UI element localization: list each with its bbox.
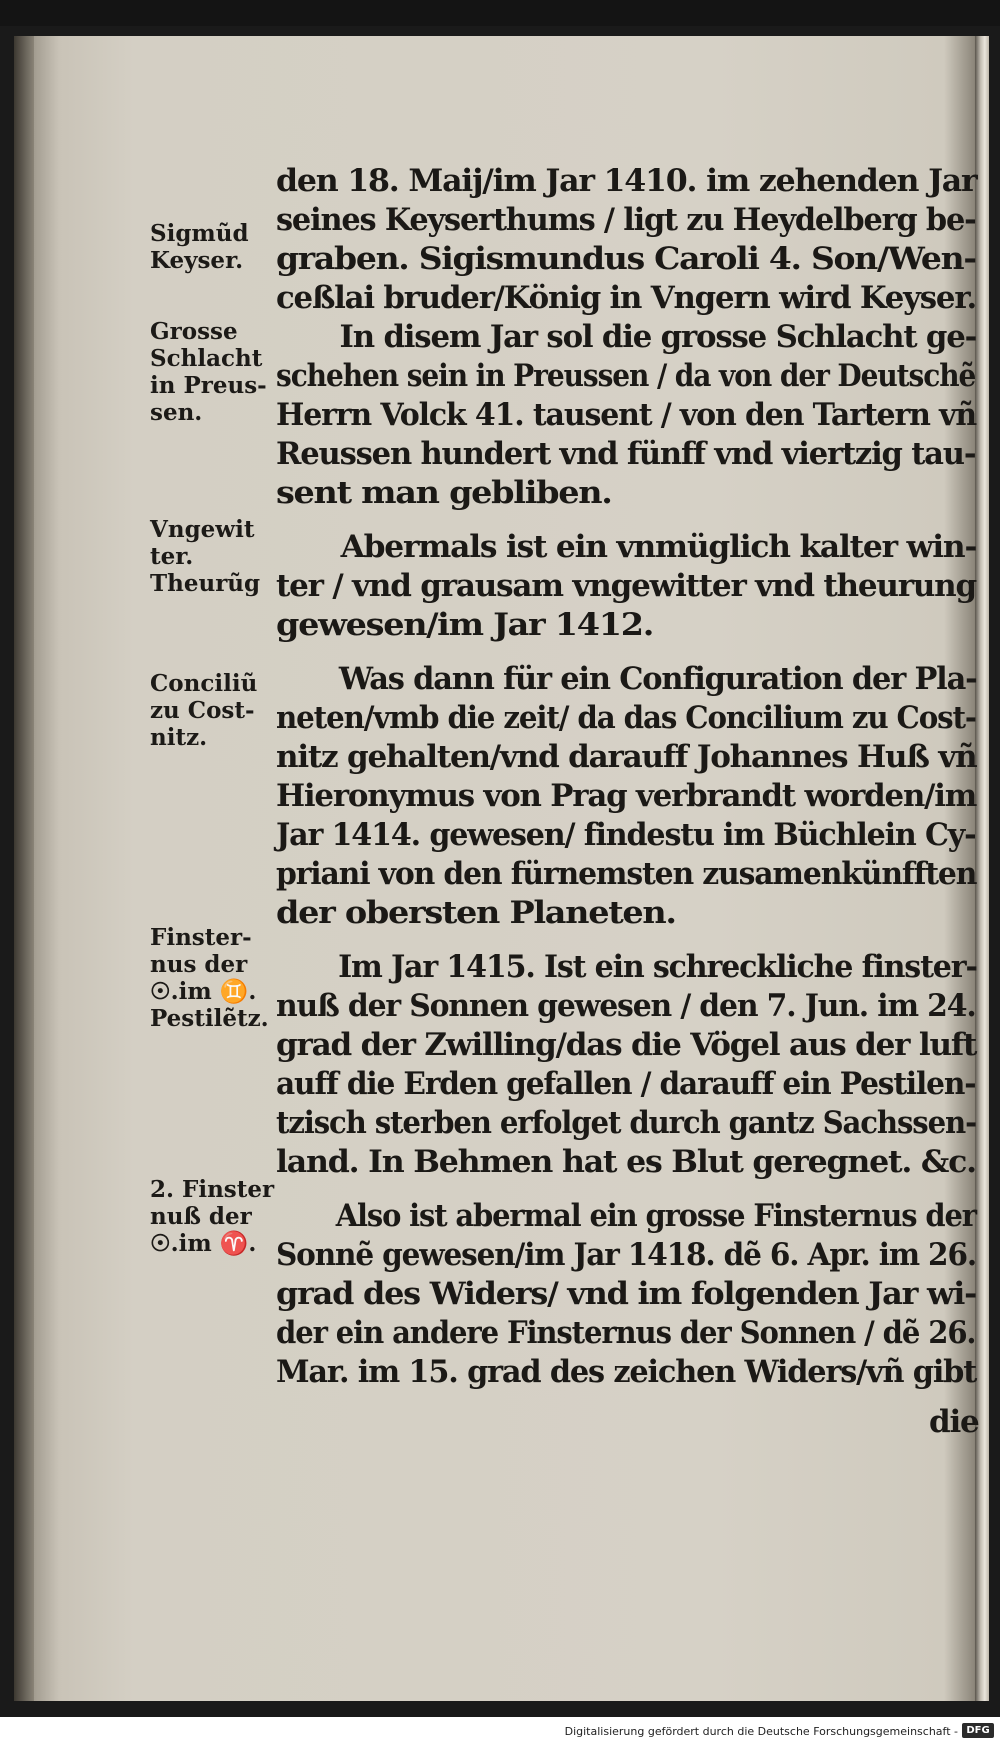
text-line: priani von den fürnemsten zusamenkünfften: [276, 856, 977, 892]
margin-note-finsternus-1: Finster- nus der ☉.im ♊. Pestilẽtz.: [150, 924, 269, 1032]
text-line: seines Keyserthums / ligt zu Heydelberg be-: [276, 202, 976, 238]
book-page: [14, 36, 989, 1701]
margin-note-ungewitter: Vngewit ter. Theurũg: [150, 516, 261, 597]
margin-note-concilium: Conciliũ zu Cost- nitz.: [150, 670, 258, 751]
text-line: neten/vmb die zeit/ da das Concilium zu Cost-: [276, 700, 976, 736]
dfg-logo: DFG: [962, 1723, 994, 1738]
margin-note-finsternus-2: 2. Finster nuß der ☉.im ♈.: [150, 1176, 275, 1257]
text-line: Im Jar 1415. Ist ein schreckliche finster-: [338, 949, 977, 985]
text-line: schehen sein in Preussen / da von der Deutschẽ: [276, 358, 976, 394]
text-line: gewesen/im Jar 1412.: [276, 607, 654, 643]
text-line: Herrn Volck 41. tausent / von den Tartern vñ: [276, 397, 977, 433]
margin-note-sigmund: Sigmũd Keyser.: [150, 220, 249, 274]
scan-area: [0, 26, 1000, 1717]
text-line: nitz gehalten/vnd darauff Johannes Huß vñ: [276, 739, 977, 775]
text-line: In disem Jar sol die grosse Schlacht ge-: [339, 319, 977, 355]
catchword: die: [929, 1404, 979, 1440]
top-border: [0, 0, 1000, 26]
text-line: Jar 1414. gewesen/ findestu im Büchlein Cy-: [276, 817, 976, 853]
text-line: Sonnẽ gewesen/im Jar 1418. dẽ 6. Apr. im 26.: [276, 1237, 976, 1273]
text-line: der obersten Planeten.: [276, 895, 676, 931]
margin-note-schlacht: Grosse Schlacht in Preus- sen.: [150, 318, 267, 426]
text-line: tzisch sterben erfolget durch gantz Sachssen-: [276, 1105, 977, 1141]
text-line: Hieronymus von Prag verbrandt worden/im: [276, 778, 977, 814]
footer: [0, 1717, 1000, 1747]
text-line: grad des Widers/ vnd im folgenden Jar wi-: [276, 1276, 977, 1312]
text-line: auff die Erden gefallen / darauff ein Pestilen-: [276, 1066, 976, 1102]
text-line: land. In Behmen hat es Blut geregnet. &c.: [276, 1144, 976, 1180]
text-line: ceßlai bruder/König in Vngern wird Keyser.: [276, 280, 977, 316]
page-spine: [14, 36, 34, 1701]
funding-credit: Digitalisierung gefördert durch die Deutsche Forschungsgemeinschaft -: [564, 1725, 958, 1738]
text-line: Reussen hundert vnd fünff vnd viertzig tau-: [276, 436, 976, 472]
text-line: Was dann für ein Configuration der Pla-: [338, 661, 977, 697]
text-line: der ein andere Finsternus der Sonnen / dẽ 26.: [276, 1315, 976, 1351]
text-line: sent man gebliben.: [276, 475, 612, 511]
page-edge: [975, 36, 989, 1701]
text-line: Abermals ist ein vnmüglich kalter win-: [340, 529, 977, 565]
text-line: ter / vnd grausam vngewitter vnd theurung: [276, 568, 976, 604]
text-line: den 18. Maij/im Jar 1410. im zehenden Jar: [276, 163, 977, 199]
text-line: Also ist abermal ein grosse Finsternus der: [335, 1198, 976, 1234]
text-line: grad der Zwilling/das die Vögel aus der luft: [276, 1027, 977, 1063]
text-line: nuß der Sonnen gewesen / den 7. Jun. im 24.: [276, 988, 976, 1024]
text-line: Mar. im 15. grad des zeichen Widers/vñ gibt: [276, 1354, 977, 1390]
text-line: graben. Sigismundus Caroli 4. Son/Wen-: [276, 241, 976, 277]
